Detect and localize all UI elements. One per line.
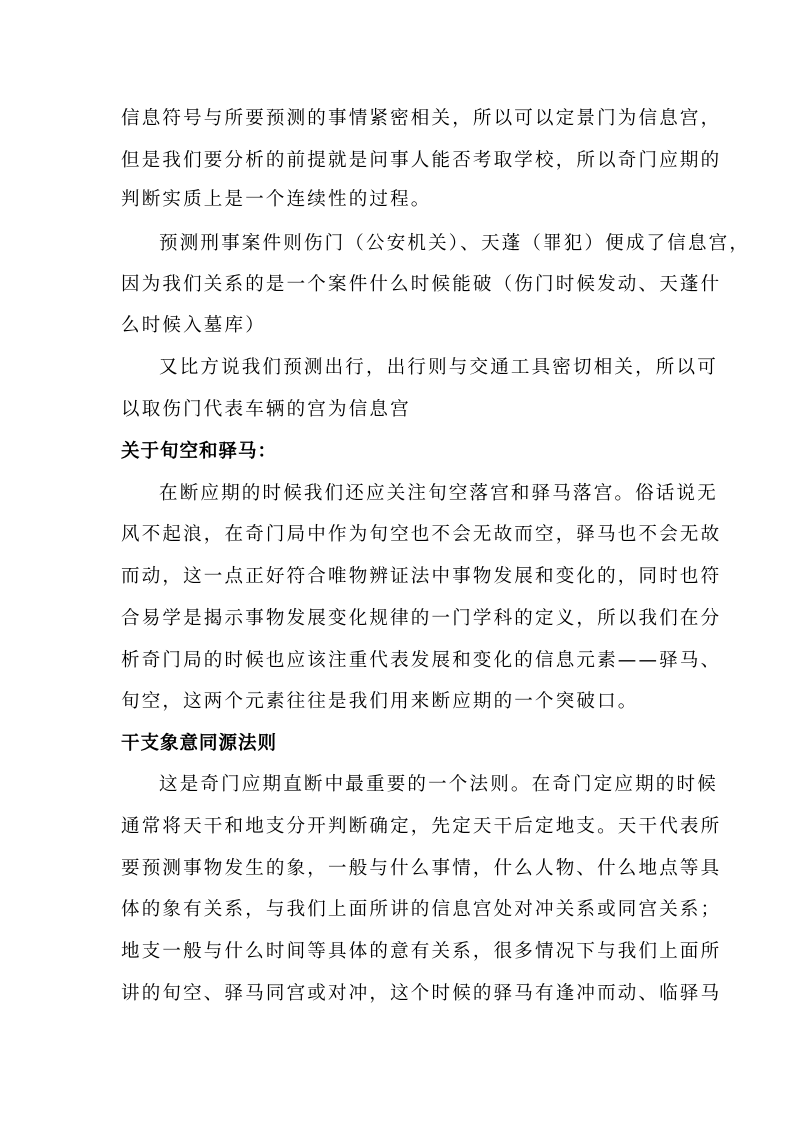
paragraph-line: 么时候入墓库） — [121, 315, 266, 336]
paragraph-line: 在断应期的时候我们还应关注旬空落宫和驿马落宫。俗话说无 — [159, 483, 718, 504]
paragraph-line: 风不起浪，在奇门局中作为旬空也不会无故而空，驿马也不会无故 — [121, 524, 722, 545]
paragraph-line: 析奇门局的时候也应该注重代表发展和变化的信息元素——驿马、 — [121, 650, 722, 671]
paragraph-line: 讲的旬空、驿马同宫或对冲，这个时候的驿马有逢冲而动、临驿马 — [121, 983, 722, 1004]
paragraph-line: 体的象有关系，与我们上面所讲的信息宫处对冲关系或同宫关系； — [121, 899, 722, 920]
paragraph-line: 旬空，这两个元素往往是我们用来断应期的一个突破口。 — [121, 691, 639, 712]
paragraph-line: 信息符号与所要预测的事情紧密相关，所以可以定景门为信息宫， — [121, 108, 722, 129]
paragraph-line: 预测刑事案件则伤门（公安机关）、天蓬（罪犯）便成了信息宫， — [159, 233, 751, 254]
paragraph-line: 又比方说我们预测出行，出行则与交通工具密切相关，所以可 — [159, 357, 718, 378]
section-heading: 干支象意同源法则 — [121, 733, 278, 754]
paragraph-line: 而动，这一点正好符合唯物辨证法中事物发展和变化的，同时也符 — [121, 566, 722, 587]
paragraph-line: 要预测事物发生的象，一般与什么事情，什么人物、什么地点等具 — [121, 858, 722, 879]
paragraph-line: 因为我们关系的是一个案件什么时候能破（伤门时候发动、天蓬什 — [121, 274, 722, 295]
section-heading: 关于旬空和驿马： — [121, 441, 278, 462]
paragraph-line: 以取伤门代表车辆的宫为信息宫 — [121, 399, 411, 420]
paragraph-line: 通常将天干和地支分开判断确定，先定天干后定地支。天干代表所 — [121, 816, 722, 837]
paragraph-line: 这是奇门应期直断中最重要的一个法则。在奇门定应期的时候 — [159, 774, 718, 795]
paragraph-line: 合易学是揭示事物发展变化规律的一门学科的定义，所以我们在分 — [121, 608, 722, 629]
paragraph-line: 判断实质上是一个连续性的过程。 — [121, 189, 432, 210]
paragraph-line: 但是我们要分析的前提就是问事人能否考取学校，所以奇门应期的 — [121, 150, 722, 171]
paragraph-line: 地支一般与什么时间等具体的意有关系，很多情况下与我们上面所 — [121, 941, 722, 962]
